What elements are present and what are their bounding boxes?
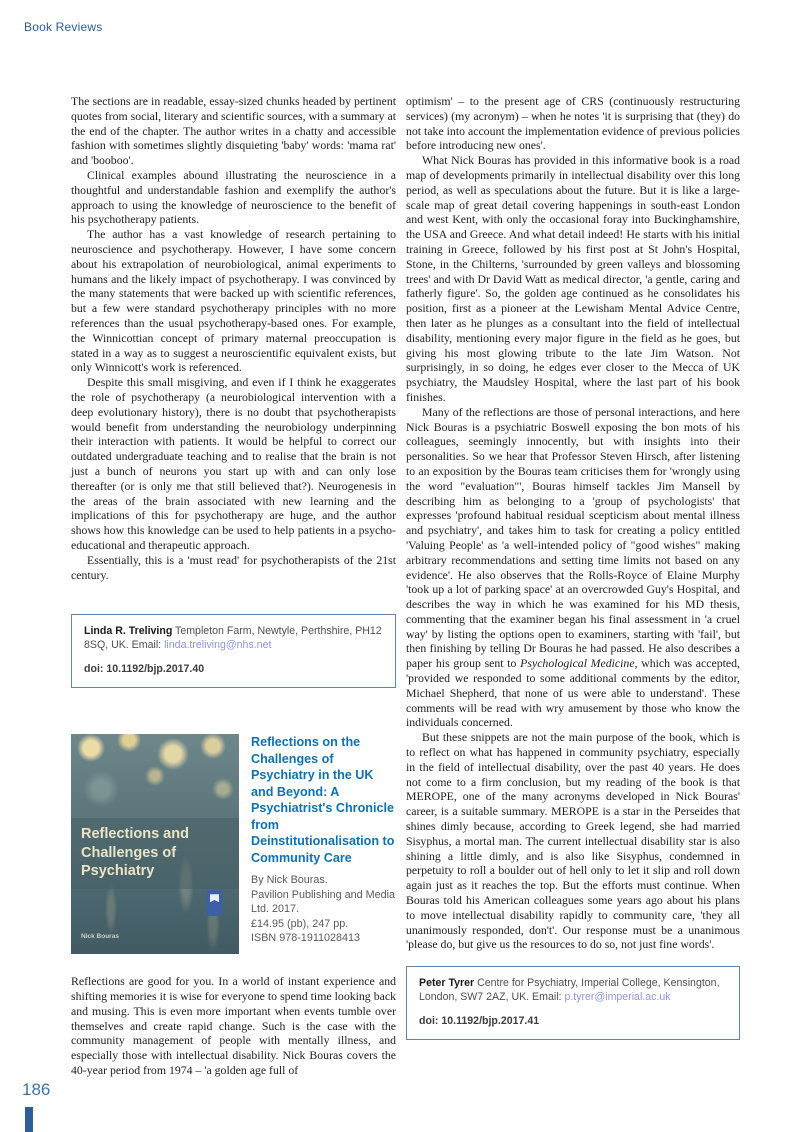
paragraph: Many of the reflections are those of personal interactions, and here Nick Bouras is a psychiatric Boswell exposing the bon mots of his colleagues, seemingly innocently, but with insights into their personalities. So we hear that Professor Steven Hirsch, after listening to an exposition by the Bouras team criticises them for 'wrongly using the word "evaluation"', Bouras himself tackles Jim Mansell by describing him as belonging to a 'group of psychologists' that expresses 'profound habitual residual scepticism about mental illness and psychiatry', and takes him to task for creating a policy entitled 'Valuing People' as 'a well-intended policy of "good wishes" making arbitrary recommendations and setting time limits not based on any evidence'. He also observes that the Rolls-Royce of Elaine Murphy 'took up a lot of parking space' at an overcrowded Guy's Hospital, and describes the way in which he was examined for his MD thesis, commenting that the examiner began his final assessment in 'a cruel way' by listing the options open to examiners, starting with 'fail', but then finishing by telling Dr Bouras he had passed. He also describes a paper his group sent to Psychological Medicine, which was accepted, 'provided we responded to some additional comments by the editor, Michael Shepherd, that none of us were able to understand'. These comments will be read with wry amusement by those who know the individuals concerned. xyxy=(406,404,740,730)
paragraph: But these snippets are not the main purpose of the book, which is to reflect on what has happened in community psychiatry, especially in the field of intellectual disability, over the past 40 years. He does not come to a firm conclusion, but my reading of the book is that MEROPE, one of the many acronyms developed in Nick Bouras' career, is a suitable summary. MEROPE is a star in the Perseides that shines dimly because, according to Greek legend, she had married Sisyphus, a mortal man. The current intellectual disability star is also shining a little dimly, and is also like Sisyphus, condemned in perpetuity to roll a boulder out of hell only to let it slip and roll down again just as it reaches the top. But the efforts must continue. When Bouras told his American colleagues some years ago about his plans to move intellectual disability rapidly to community care, 'they all unanimously responded, don't'. Our response must be a unanimous 'please do, but give us the resources to do so, not just fine words'. xyxy=(406,730,740,952)
cover-title-band xyxy=(71,818,239,889)
book-cover-image xyxy=(71,734,239,954)
doi-line: doi: 10.1192/bjp.2017.41 xyxy=(419,1015,540,1028)
reviewer-name: Linda R. Treliving xyxy=(84,625,173,638)
review-text-left xyxy=(71,94,396,582)
reviewer-note-box-1 xyxy=(71,614,396,688)
paragraph: optimism' – to the present age of CRS (continuously restructuring services) (my acronym) – when he notes 'it is surprising that (they) do not take into account the implementation evidence of previous policies before introducing new ones'. xyxy=(406,94,740,153)
book-meta xyxy=(251,873,396,946)
book-isbn: ISBN 978-1911028413 xyxy=(251,932,361,945)
reviewer-name: Peter Tyrer xyxy=(419,977,475,990)
paragraph: Essentially, this is a 'must read' for psychotherapists of the 21st century. xyxy=(71,552,396,582)
book-title: Reflections on the Challenges of Psychiatry in the UK and Beyond: A Psychiatrist's Chronicle from Deinstitutionalisation to Community Care xyxy=(251,735,395,865)
right-column xyxy=(406,94,740,1040)
paragraph: Clinical examples abound illustrating the neuroscience in a thoughtful and understandable fashion and exemplify the author's approach to using the knowledge of neuroscience to the benefit of his psychotherapy patients. xyxy=(71,167,396,227)
paragraph: Reflections are good for you. In a world of instant experience and shifting memories it is wise for everyone to spend time looking back and musing. This is even more important when events tumble over themselves and create rapid change. Such is the case with the community management of people with mentally illness, and especially those with intellectual disability. Nick Bouras covers the 40-year period from 1974 – 'a golden age full of xyxy=(71,974,396,1078)
book-header-block xyxy=(71,734,396,954)
page-number: 186 xyxy=(22,1080,51,1099)
doi-line: doi: 10.1192/bjp.2017.40 xyxy=(84,663,205,676)
left-column xyxy=(71,94,396,1078)
reviewer-affiliation-text: Templeton Farm, Newtyle, Perthshire, PH12 8SQ, UK. Email: xyxy=(84,625,382,652)
reviewer-email-link[interactable]: p.tyrer@imperial.ac.uk xyxy=(564,991,671,1004)
reviewer-affiliation-text: Centre for Psychiatry, Imperial College, Kensington, London, SW7 2AZ, UK. Email: xyxy=(419,977,720,1004)
reviewer-note-box-2 xyxy=(406,966,740,1040)
section-running-head: Book Reviews xyxy=(24,20,103,34)
book-publisher: Pavilion Publishing and Media Ltd. 2017. xyxy=(251,888,396,916)
publisher-logo-icon xyxy=(207,890,222,916)
reviewer-affiliation-line xyxy=(84,624,383,652)
reviewer-affiliation-line xyxy=(419,976,727,1004)
cover-title-text: Reflections and Challenges of Psychiatry xyxy=(81,826,189,880)
page-edge-tab xyxy=(25,1107,33,1132)
cover-author-text: Nick Bouras xyxy=(81,933,119,941)
paragraph: The sections are in readable, essay-sized chunks headed by pertinent quotes from social, literary and scientific sources, with a summary at the end of the chapter. The author writes in a chatty and accessible fashion with sometimes slightly disquieting 'baby' words: 'mama rat' and 'booboo'. xyxy=(71,94,396,168)
review-text-left-continued xyxy=(71,974,396,1078)
book-byline: By Nick Bouras. xyxy=(251,874,328,887)
reviewer-email-link[interactable]: linda.treliving@nhs.net xyxy=(164,639,272,652)
book-price-pages: £14.95 (pb), 247 pp. xyxy=(251,917,349,930)
review-text-right xyxy=(406,94,740,952)
paragraph: The author has a vast knowledge of research pertaining to neuroscience and psychotherapy. However, I have some concern about his extrapolation of neurobiological, animal experiments to humans and the likely impact of psychotherapy. I was convinced by the many statements that were backed up with scientific references, but a few were standard psychotherapy principles with no more references than the usual psychotherapy-based ones. For example, the Winnicottian concept of primary maternal preoccupation is stated in a way as to suggest a neuroscientific equivalent exists, but only Winnicott's work is referenced. xyxy=(71,227,396,375)
paragraph: Despite this small misgiving, and even if I think he exaggerates the role of psychotherapy (a neurobiological intervention with a deep evolutionary history), there is no doubt that psychotherapists would benefit from understanding the neurobiology underpinning their interaction with patients. It would be helpful to correct our outdated undergraduate teaching and to realise that the brain is not just a bunch of neurons you start up with and can only lose thereafter (or is only me that still believed that?). Neurogenesis in the areas of the brain associated with new learning and the implications of this for psychotherapy are huge, and the author shows how this knowledge can be used to help patients in a psycho-educational and therapeutic approach. xyxy=(71,375,396,552)
paragraph: What Nick Bouras has provided in this informative book is a road map of developments primarily in intellectual disability over this long period, as well as speculations about the future. But it is like a large-scale map of great detail covering happenings in south-east London and west Kent, with only the occasional foray into Buckinghamshire, the USA and Greece. And what detail indeed! He starts with his initial training in Greece, followed by his first post at St John's Hospital, Stone, in the Chilterns, 'surrounded by green valleys and blossoming trees' and with Dr David Watt as medical director, 'a gentle, caring and fatherly figure'. So, the golden age continued as he consolidates his position, first as a pioneer at the Lewisham Mental Advice Centre, then later as he plunges as a consultant into the field of intellectual disability, mentioning every major figure in the field as he goes, but giving his most glowing tribute to the late Jim Watson. Not surprisingly, in so doing, he edges ever closer to the Mecca of UK psychiatry, the Maudsley Hospital, where the last part of his book finishes. xyxy=(406,153,740,404)
book-info xyxy=(239,734,396,954)
